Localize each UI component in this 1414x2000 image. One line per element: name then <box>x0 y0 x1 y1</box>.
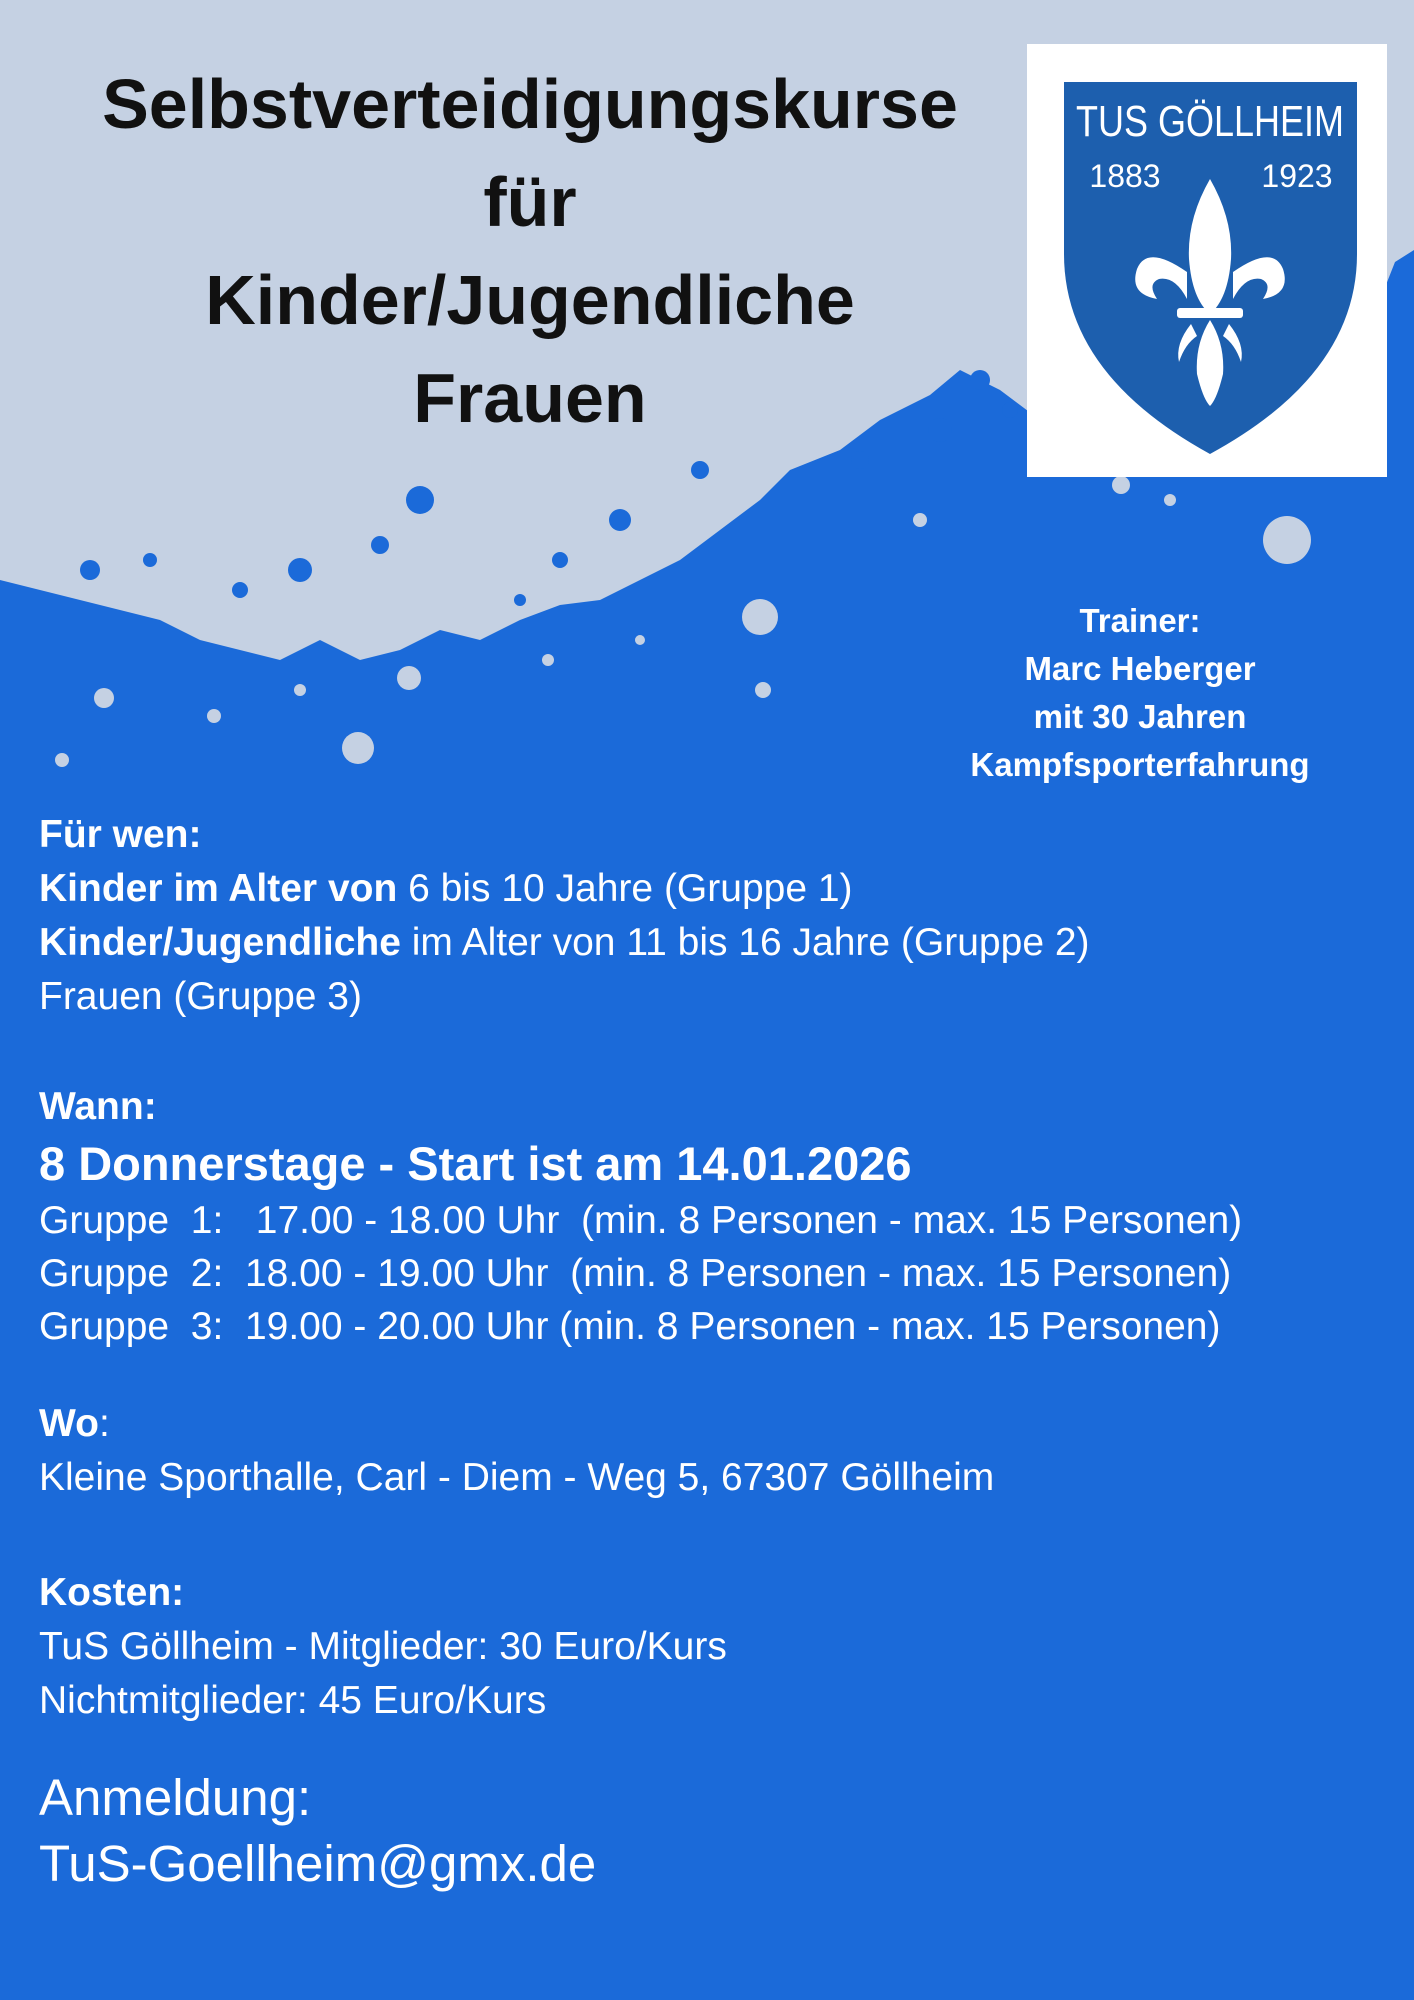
poster-title <box>30 55 1030 447</box>
trainer-experience-1: mit 30 Jahren <box>1033 698 1247 735</box>
trainer-info <box>880 597 1400 789</box>
location-heading: Wo <box>39 1402 99 1445</box>
schedule-highlight: 8 Donnerstage - Start ist am 14.01.2026 <box>39 1137 912 1190</box>
costs-non-members: Nichtmitglieder: 45 Euro/Kurs <box>39 1679 547 1722</box>
target-row-2-bold: Kinder/Jugendliche <box>39 921 401 964</box>
trainer-experience-2: Kampfsporterfahrung <box>970 746 1310 783</box>
schedule-group-3: Gruppe 3: 19.00 - 20.00 Uhr (min. 8 Personen - max. 15 Personen) <box>39 1305 1221 1348</box>
target-row-1-text: 6 bis 10 Jahre (Gruppe 1) <box>397 867 853 910</box>
logo-club-name: TUS GÖLLHEIM <box>1076 97 1344 146</box>
title-line-4: Frauen <box>413 359 647 437</box>
schedule-group-2: Gruppe 2: 18.00 - 19.00 Uhr (min. 8 Personen - max. 15 Personen) <box>39 1252 1232 1295</box>
registration-label: Anmeldung: <box>39 1769 312 1826</box>
title-line-2: für <box>483 163 577 241</box>
title-line-1: Selbstverteidigungskurse <box>102 65 958 143</box>
target-row-3: Frauen (Gruppe 3) <box>39 975 362 1018</box>
club-logo <box>1027 44 1387 477</box>
costs-members: TuS Göllheim - Mitglieder: 30 Euro/Kurs <box>39 1625 727 1668</box>
title-line-3: Kinder/Jugendliche <box>205 261 855 339</box>
target-group-section <box>39 808 1399 1024</box>
costs-section <box>39 1566 1399 1728</box>
location-heading-row <box>39 1397 1399 1451</box>
registration-section <box>39 1765 1399 1897</box>
location-address: Kleine Sporthalle, Carl - Diem - Weg 5, 67307 Göllheim <box>39 1456 995 1499</box>
target-row-1 <box>39 862 1399 916</box>
costs-heading: Kosten: <box>39 1571 185 1614</box>
club-crest-icon <box>1027 44 1387 477</box>
location-heading-colon: : <box>98 1402 110 1445</box>
schedule-heading: Wann: <box>39 1085 157 1128</box>
target-row-1-bold: Kinder im Alter von <box>39 867 398 910</box>
registration-email[interactable]: TuS-Goellheim@gmx.de <box>39 1835 597 1892</box>
trainer-name: Marc Heberger <box>1024 650 1256 687</box>
target-row-2-text: im Alter von 11 bis 16 Jahre (Gruppe 2) <box>400 921 1090 964</box>
schedule-group-1: Gruppe 1: 17.00 - 18.00 Uhr (min. 8 Personen - max. 15 Personen) <box>39 1199 1243 1242</box>
logo-year-right: 1923 <box>1261 158 1333 194</box>
location-section <box>39 1397 1399 1505</box>
trainer-label: Trainer: <box>1079 602 1201 639</box>
target-heading: Für wen: <box>39 813 202 856</box>
logo-year-left: 1883 <box>1089 158 1161 194</box>
schedule-section <box>39 1080 1399 1353</box>
target-row-2 <box>39 916 1399 970</box>
